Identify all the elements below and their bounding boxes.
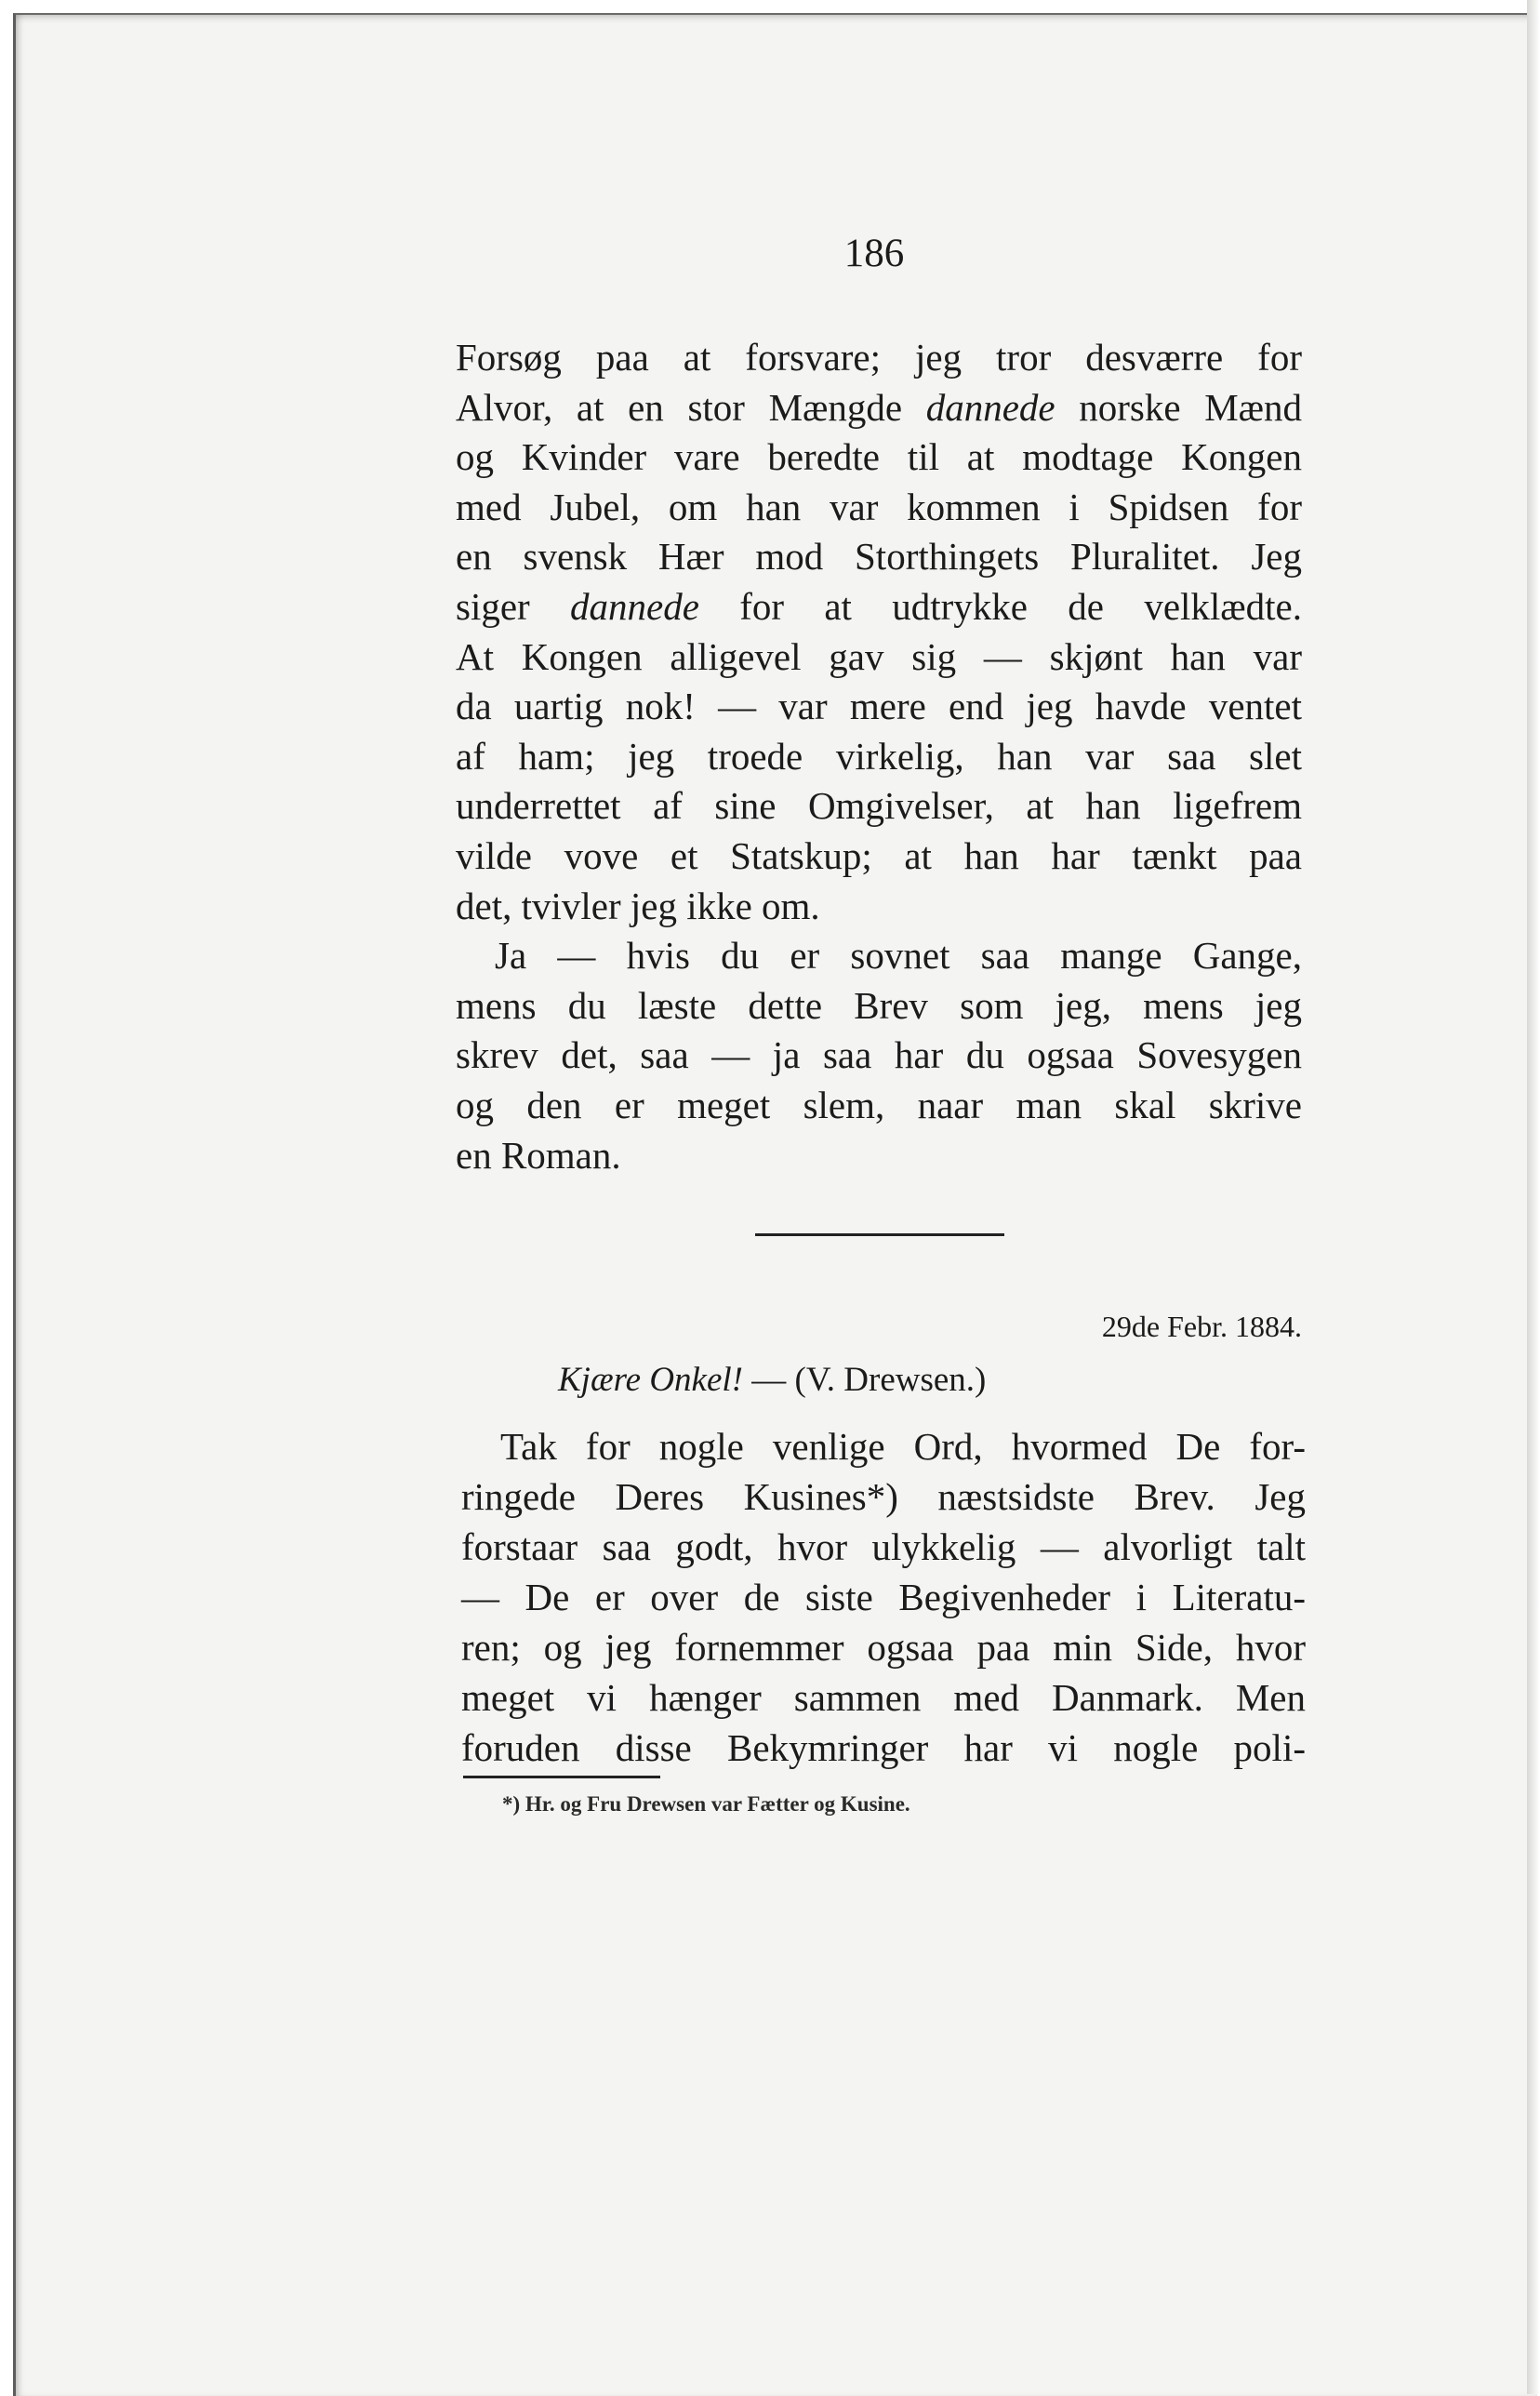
text-line: ren; og jeg fornemmer ogsaa paa min Side, hvor: [461, 1626, 1306, 1669]
body-text-block: [456, 333, 1302, 1180]
text-line: Ja — hvis du er sovnet saa mange Gange,: [495, 934, 1302, 978]
page-number: 186: [843, 232, 905, 275]
text-line: og Kvinder vare beredte til at modtage Kongen: [456, 435, 1302, 479]
text-line: Alvor, at en stor Mængde dannede norske Mænd: [456, 385, 1302, 429]
footnote: *) Hr. og Fru Drewsen var Fætter og Kusine.: [502, 1792, 910, 1816]
text-line: da uartig nok! — var mere end jeg havde ventet: [456, 685, 1302, 728]
text-line: underrettet af sine Omgivelser, at han ligefrem: [456, 784, 1302, 828]
text-line: meget vi hænger sammen med Danmark. Men: [461, 1676, 1306, 1719]
letter-date: 29de Febr. 1884.: [1101, 1310, 1302, 1343]
text-line: siger dannede for at udtrykke de velklædte.: [456, 584, 1302, 628]
italic-word: dannede: [570, 584, 699, 628]
page-edge: [1527, 0, 1540, 2394]
letter-body-text: [461, 1421, 1306, 1773]
text-line: — De er over de siste Begivenheder i Literatu-: [461, 1576, 1306, 1618]
recipient: — (V. Drewsen.): [743, 1361, 987, 1399]
text-line: ringede Deres Kusines*) næstsidste Brev. Jeg: [461, 1475, 1306, 1518]
text-line: af ham; jeg troede virkelig, han var saa slet: [456, 734, 1302, 778]
greeting: Kjære Onkel!: [558, 1361, 744, 1399]
text-line: At Kongen alligevel gav sig — skjønt han var: [456, 634, 1302, 678]
letter-salutation: [558, 1360, 986, 1400]
text-line: vilde vove et Statskup; at han har tænkt paa: [456, 833, 1302, 877]
text-line: mens du læste dette Brev som jeg, mens jeg: [456, 983, 1302, 1027]
text-line: forstaar saa godt, hvor ulykkelig — alvorligt talt: [461, 1525, 1306, 1568]
section-divider: [755, 1233, 1004, 1236]
italic-word: dannede: [925, 385, 1055, 429]
text-line: Forsøg paa at forsvare; jeg tror desværre for: [456, 336, 1302, 379]
text-line: Tak for nogle venlige Ord, hvormed De for-: [500, 1425, 1306, 1468]
text-line: en svensk Hær mod Storthingets Pluralitet. Jeg: [456, 535, 1302, 579]
footnote-divider: [463, 1776, 660, 1778]
text-line: og den er meget slem, naar man skal skrive: [456, 1083, 1302, 1126]
text-line: en Roman.: [456, 1133, 621, 1177]
text-line: foruden disse Bekymringer har vi nogle poli-: [461, 1726, 1306, 1769]
text-line: skrev det, saa — ja saa har du ogsaa Sovesygen: [456, 1033, 1302, 1077]
text-line: med Jubel, om han var kommen i Spidsen for: [456, 485, 1302, 528]
text-line: det, tvivler jeg ikke om.: [456, 884, 820, 927]
